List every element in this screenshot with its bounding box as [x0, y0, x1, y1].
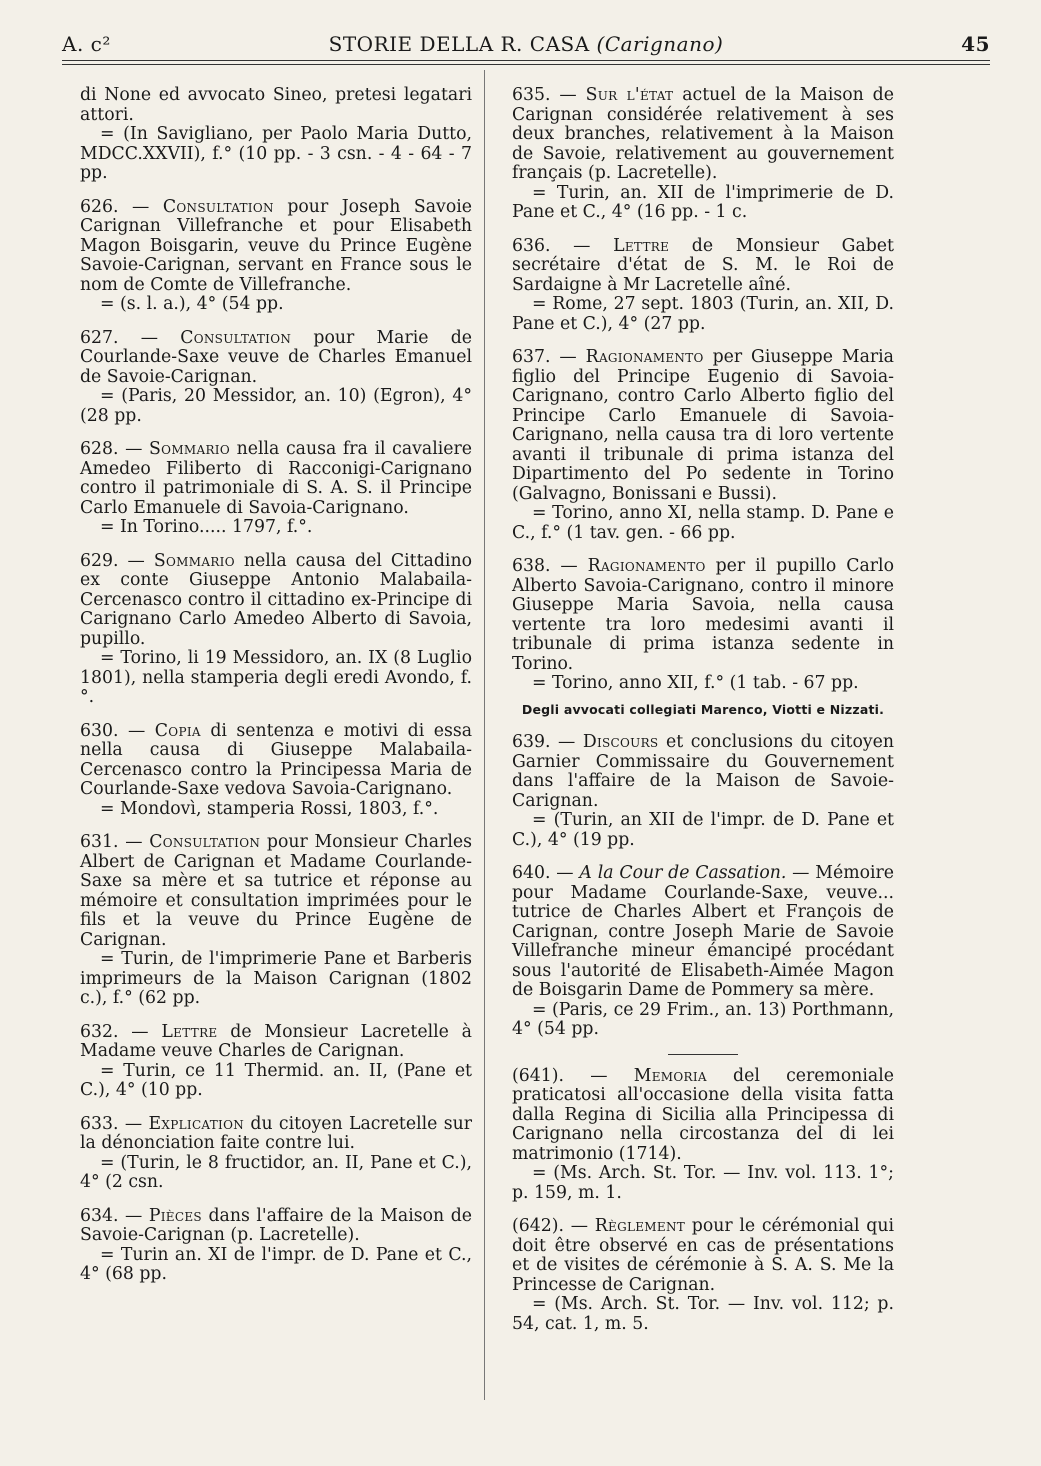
- entry-number: 638.: [512, 556, 551, 576]
- entry-number: 626.: [80, 196, 119, 217]
- catalog-entry: 640. — A la Cour de Cassation. — Mémoire pour Madame Courlande-Saxe, veuve... tutrice de Charles Albert et François de Carignan, contre Joseph Marie de Savoie Villefranche mineur émancipé procédant sous l'autorité de Elisabeth-Aimée Magon de Boisgarin Dame de Pommery sa mère. = (Paris, ce 29 Frim., an. 13) Porthmann, 4° (54 pp.: [512, 863, 894, 1039]
- catalog-entry: 635. — Sur l'état actuel de la Maison de Carignan considérée relativement à ses deux branches, relativement à la Maison de Savoie, relativement au gouvernement français (p. Lacretelle). = Turin, an. XII de l'imprimerie de D. Pane et C., 4° (16 pp. - 1 c.: [512, 85, 894, 222]
- entry-imprint: = Torino, anno XI, nella stamp. D. Pane e C., f.° (1 tav. gen. - 66 pp.: [512, 503, 894, 543]
- entry-body: di None ed avvocato Sineo, pretesi legatari attori.: [80, 85, 472, 125]
- entry-body: di sentenza e motivi di essa nella causa di Giuseppe Malabaila-Cercenasco contro la Principessa Maria de Courlande-Saxe vedova Savoia-Carignano.: [80, 720, 472, 799]
- entry-lead-word: Consultation: [149, 832, 261, 852]
- catalog-entry: 633. — Explication du citoyen Lacretelle sur la dénonciation faite contre lui. = (Turin, le 8 fructidor, an. II, Pane et C.), 4° (2 csn.: [80, 1113, 472, 1192]
- catalog-entry: 636. — Lettre de Monsieur Gabet secrétaire d'état de S. M. le Roi de Sardaigne à Mr Lacretelle aîné. = Rome, 27 sept. 1803 (Turin, an. XII, D. Pane et C.), 4° (27 pp.: [512, 235, 894, 334]
- entry-number: 634.: [80, 1205, 119, 1226]
- entry-number: 633.: [80, 1113, 119, 1134]
- entry-body: per il pupillo Carlo Alberto Savoia-Carignano, contro il minore Giuseppe Maria Savoia, nella causa vertente tra loro medesimi avanti il tribunale di prima istanza sedente in Torino.: [512, 556, 894, 674]
- page-number: 45: [961, 32, 990, 56]
- entry-number: (642).: [512, 1216, 564, 1236]
- entry-number: 630.: [80, 720, 119, 741]
- catalog-entry: 637. — Ragionamento per Giuseppe Maria figlio del Principe Eugenio di Savoia-Carignano, contro Carlo Alberto figlio del Principe Carlo Emanuele di Savoia-Carignano, nella causa tra di loro vertente avanti il tribunale di prima istanza del Dipartimento del Po sedente in Torino (Galvagno, Bonissani e Bussi). = Torino, anno XI, nella stamp. D. Pane e C., f.° (1 tav. gen. - 66 pp.: [512, 347, 894, 543]
- catalog-entry: 631. — Consultation pour Monsieur Charles Albert de Carignan et Madame Courlande-Saxe sa mère et sa tutrice et réponse au mémoire et consultation imprimées pour le fils et la veuve du Prince Eugène de Carignan. = Turin, de l'imprimerie Pane et Barberis imprimeurs de la Maison Carignan (1802 c.), f.° (62 pp.: [80, 832, 472, 1008]
- entry-body: et conclusions du citoyen Garnier Commissaire du Gouvernement dans l'affaire de la Maison de Savoie-Carignan.: [512, 732, 894, 811]
- entry-body: de Monsieur Gabet secrétaire d'état de S. M. le Roi de Sardaigne à Mr Lacretelle aîné.: [512, 235, 894, 295]
- entry-note: Degli avvocati collegiati Marenco, Viotti e Nizzati.: [521, 701, 885, 717]
- entry-number: 628.: [80, 439, 119, 459]
- entry-imprint: = (In Savigliano, per Paolo Maria Dutto, MDCC.XXVII), f.° (10 pp. - 3 csn. - 4 - 64 - 7 pp.: [80, 124, 472, 183]
- page-header: [62, 30, 990, 60]
- entry-imprint: = Rome, 27 sept. 1803 (Turin, an. XII, D. Pane et C.), 4° (27 pp.: [512, 294, 894, 334]
- entry-lead-word: Explication: [148, 1113, 245, 1134]
- entry-imprint: = (Turin, le 8 fructidor, an. II, Pane et C.), 4° (2 csn.: [80, 1152, 472, 1192]
- catalog-entry: 634. — Pièces dans l'affaire de la Maison de Savoie-Carignan (p. Lacretelle). = Turin an. XI de l'impr. de D. Pane et C., 4° (68 pp.: [80, 1205, 472, 1284]
- entry-imprint: = (Ms. Arch. St. Tor. — Inv. vol. 112; p. 54, cat. 1, m. 5.: [512, 1294, 894, 1334]
- entry-number: 640.: [512, 863, 551, 883]
- entry-lead-word: Pièces: [148, 1205, 202, 1226]
- entry-imprint: = Turin, ce 11 Thermid. an. II, (Pane et C.), 4° (10 pp.: [80, 1060, 472, 1100]
- catalog-entry: 639. — Discours et conclusions du citoyen Garnier Commissaire du Gouvernement dans l'affaire de la Maison de Savoie-Carignan. = (Turin, an XII de l'impr. de D. Pane et C.), 4° (19 pp.: [512, 732, 894, 850]
- entry-lead-word: Ragionamento: [585, 347, 704, 367]
- running-title: [62, 32, 990, 56]
- running-title-main: STORIE DELLA R. CASA: [328, 32, 590, 56]
- catalog-entry: 628. — Sommario nella causa fra il cavaliere Amedeo Filiberto di Racconigi-Carignano contro il patrimoniale di S. A. S. il Principe Carlo Emanuele di Savoia-Carignano. = In Torino..... 1797, f.°.: [80, 439, 472, 537]
- entry-lead-word: Sur l'état: [585, 85, 674, 105]
- entry-imprint: = Torino, li 19 Messidoro, an. IX (8 Luglio 1801), nella stamperia degli eredi Avondo, f.°.: [80, 648, 472, 707]
- entry-lead-word: Lettre: [613, 235, 670, 256]
- entry-number: 631.: [80, 832, 119, 852]
- header-rule: [62, 60, 990, 61]
- entry-body: nella causa del Cittadino ex conte Giuseppe Antonio Malabaila-Cercenasco contro il cittadino ex-Principe di Carignano Carlo Amedeo Alberto di Savoia, pupillo.: [80, 550, 472, 649]
- entry-body: — Mémoire pour Madame Courlande-Saxe, veuve... tutrice de Charles Albert et François de Carignan, contre Joseph Marie de Savoie Villefranche mineur émancipé procédant sous l'autorité de Elisabeth-Aimée Magon de Boisgarin Dame de Pommery sa mère.: [512, 863, 894, 1000]
- entry-number: 635.: [512, 85, 551, 105]
- entry-number: 627.: [80, 327, 119, 348]
- left-column: [80, 86, 472, 1299]
- entry-lead-word: Consultation: [180, 327, 292, 348]
- column-divider: [484, 70, 485, 1400]
- entry-lead-word: Règlement: [594, 1216, 686, 1236]
- right-column: [512, 86, 894, 1348]
- entry-imprint: = (Paris, ce 29 Frim., an. 13) Porthmann, 4° (54 pp.: [512, 999, 894, 1039]
- signature-mark: A. c²: [62, 32, 111, 56]
- entry-body: pour le cérémonial qui doit être observé en cas de présentations et de visites de cérémonie à S. A. S. Me la Princesse de Carignan.: [512, 1216, 894, 1295]
- entry-number: 632.: [80, 1021, 119, 1042]
- entry-imprint: = Turin an. XI de l'impr. de D. Pane et C., 4° (68 pp.: [80, 1244, 472, 1284]
- entry-imprint: = Torino, anno XII, f.° (1 tab. - 67 pp.: [532, 673, 859, 693]
- entry-lead-word: Consultation: [162, 196, 274, 217]
- catalog-entry: 632. — Lettre de Monsieur Lacretelle à Madame veuve Charles de Carignan. = Turin, ce 11 Thermid. an. II, (Pane et C.), 4° (10 pp.: [80, 1021, 472, 1100]
- entry-number: 637.: [512, 347, 551, 367]
- entry-body: actuel de la Maison de Carignan considérée relativement à ses deux branches, relativement à la Maison de Savoie, relativement au gouvernement français (p. Lacretelle).: [512, 85, 894, 183]
- entry-lead-word: Copia: [154, 720, 201, 741]
- entry-body: nella causa fra il cavaliere Amedeo Filiberto di Racconigi-Carignano contro il patrimoniale di S. A. S. il Principe Carlo Emanuele di Savoia-Carignano.: [80, 439, 472, 518]
- entry-body: dans l'affaire de la Maison de Savoie-Carignan (p. Lacretelle).: [80, 1205, 472, 1245]
- entry-body: del ceremoniale praticatosi all'occasione della visita fatta dalla Regina di Sicilia alla Principessa di Carignano nella circostanza del di lei matrimonio (1714).: [512, 1065, 894, 1164]
- catalog-entry: 630. — Copia di sentenza e motivi di essa nella causa di Giuseppe Malabaila-Cercenasco contro la Principessa Maria de Courlande-Saxe vedova Savoia-Carignano. = Mondovì, stamperia Rossi, 1803, f.°.: [80, 720, 472, 819]
- entry-body: pour Monsieur Charles Albert de Carignan et Madame Courlande-Saxe sa mère et sa tutrice et réponse au mémoire et consultation imprimées pour le fils et la veuve du Prince Eugène de Carignan.: [80, 832, 472, 950]
- entry-body: de Monsieur Lacretelle à Madame veuve Charles de Carignan.: [80, 1021, 472, 1061]
- catalog-entry: 626. — Consultation pour Joseph Savoie Carignan Villefranche et pour Elisabeth Magon Boisgarin, veuve du Prince Eugène Savoie-Carignan, servant en France sous le nom de Comte de Villefranche. = (s. l. a.), 4° (54 pp.: [80, 196, 472, 314]
- entry-body: per Giuseppe Maria figlio del Principe Eugenio di Savoia-Carignano, contro Carlo Alberto figlio del Principe Carlo Emanuele di Savoia-Carignano, nella causa tra di loro vertente avanti il tribunale di prima istanza del Dipartimento del Po sedente in Torino (Galvagno, Bonissani e Bussi).: [512, 347, 894, 504]
- entry-lead-word: Sommario: [149, 439, 230, 459]
- entry-lead-word: Discours: [582, 732, 659, 752]
- entry-imprint: = Turin, an. XII de l'imprimerie de D. Pane et C., 4° (16 pp. - 1 c.: [512, 182, 894, 222]
- entry-number: 636.: [512, 235, 551, 256]
- catalog-entry: 638. — Ragionamento per il pupillo Carlo Alberto Savoia-Carignano, contro il minore Giuseppe Maria Savoia, nella causa vertente tra loro medesimi avanti il tribunale di prima istanza sedente in Torino. = Torino, anno XII, f.° (1 tab. - 67 pp.: [512, 556, 894, 693]
- entry-imprint: = (Turin, an XII de l'impr. de D. Pane et C.), 4° (19 pp.: [512, 810, 894, 850]
- header-rule-thin: [62, 64, 990, 65]
- entry-imprint: = (Ms. Arch. St. Tor. — Inv. vol. 113. 1°; p. 159, m. 1.: [512, 1163, 894, 1203]
- entry-lead-word: Memoria: [633, 1065, 707, 1086]
- entry-imprint: = Turin, de l'imprimerie Pane et Barberis imprimeurs de la Maison Carignan (1802 c.), f.° (62 pp.: [80, 949, 472, 1008]
- entry-imprint: = (Paris, 20 Messidor, an. 10) (Egron), 4° (28 pp.: [80, 386, 472, 426]
- entry-lead-word: Lettre: [161, 1021, 218, 1042]
- entry-body: du citoyen Lacretelle sur la dénonciation faite contre lui.: [80, 1113, 472, 1153]
- entry-body: pour Marie de Courlande-Saxe veuve de Charles Emanuel de Savoie-Carignan.: [80, 327, 472, 387]
- entry-separator: [668, 1054, 738, 1055]
- catalog-entry: [80, 86, 472, 184]
- catalog-entry: 627. — Consultation pour Marie de Courlande-Saxe veuve de Charles Emanuel de Savoie-Carignan. = (Paris, 20 Messidor, an. 10) (Egron), 4° (28 pp.: [80, 327, 472, 426]
- catalog-entry: (642). — Règlement pour le cérémonial qui doit être observé en cas de présentations et de visites de cérémonie à S. A. S. Me la Princesse de Carignan. = (Ms. Arch. St. Tor. — Inv. vol. 112; p. 54, cat. 1, m. 5.: [512, 1216, 894, 1334]
- entry-lead-italic: A la Cour de Cassation.: [579, 863, 787, 883]
- entry-number: 639.: [512, 732, 551, 752]
- entry-lead-word: Ragionamento: [587, 556, 706, 576]
- entry-imprint: = (s. l. a.), 4° (54 pp.: [100, 294, 284, 314]
- running-title-sub: (Carignano): [596, 32, 724, 56]
- catalog-entry: (641). — Memoria del ceremoniale praticatosi all'occasione della visita fatta dalla Regina di Sicilia alla Principessa di Carignano nella circostanza del di lei matrimonio (1714). = (Ms. Arch. St. Tor. — Inv. vol. 113. 1°; p. 159, m. 1.: [512, 1065, 894, 1203]
- catalog-entry: 629. — Sommario nella causa del Cittadino ex conte Giuseppe Antonio Malabaila-Cercenasco contro il cittadino ex-Principe di Carignano Carlo Amedeo Alberto di Savoia, pupillo. = Torino, li 19 Messidoro, an. IX (8 Luglio 1801), nella stamperia degli eredi Avondo, f.°.: [80, 550, 472, 707]
- entry-imprint: = In Torino..... 1797, f.°.: [100, 517, 313, 537]
- entry-lead-word: Sommario: [153, 550, 235, 571]
- entry-imprint: = Mondovì, stamperia Rossi, 1803, f.°.: [100, 798, 439, 819]
- entry-number: (641).: [512, 1065, 564, 1086]
- entry-number: 629.: [80, 550, 119, 571]
- entry-body: pour Joseph Savoie Carignan Villefranche et pour Elisabeth Magon Boisgarin, veuve du Prince Eugène Savoie-Carignan, servant en France sous le nom de Comte de Villefranche.: [80, 196, 472, 295]
